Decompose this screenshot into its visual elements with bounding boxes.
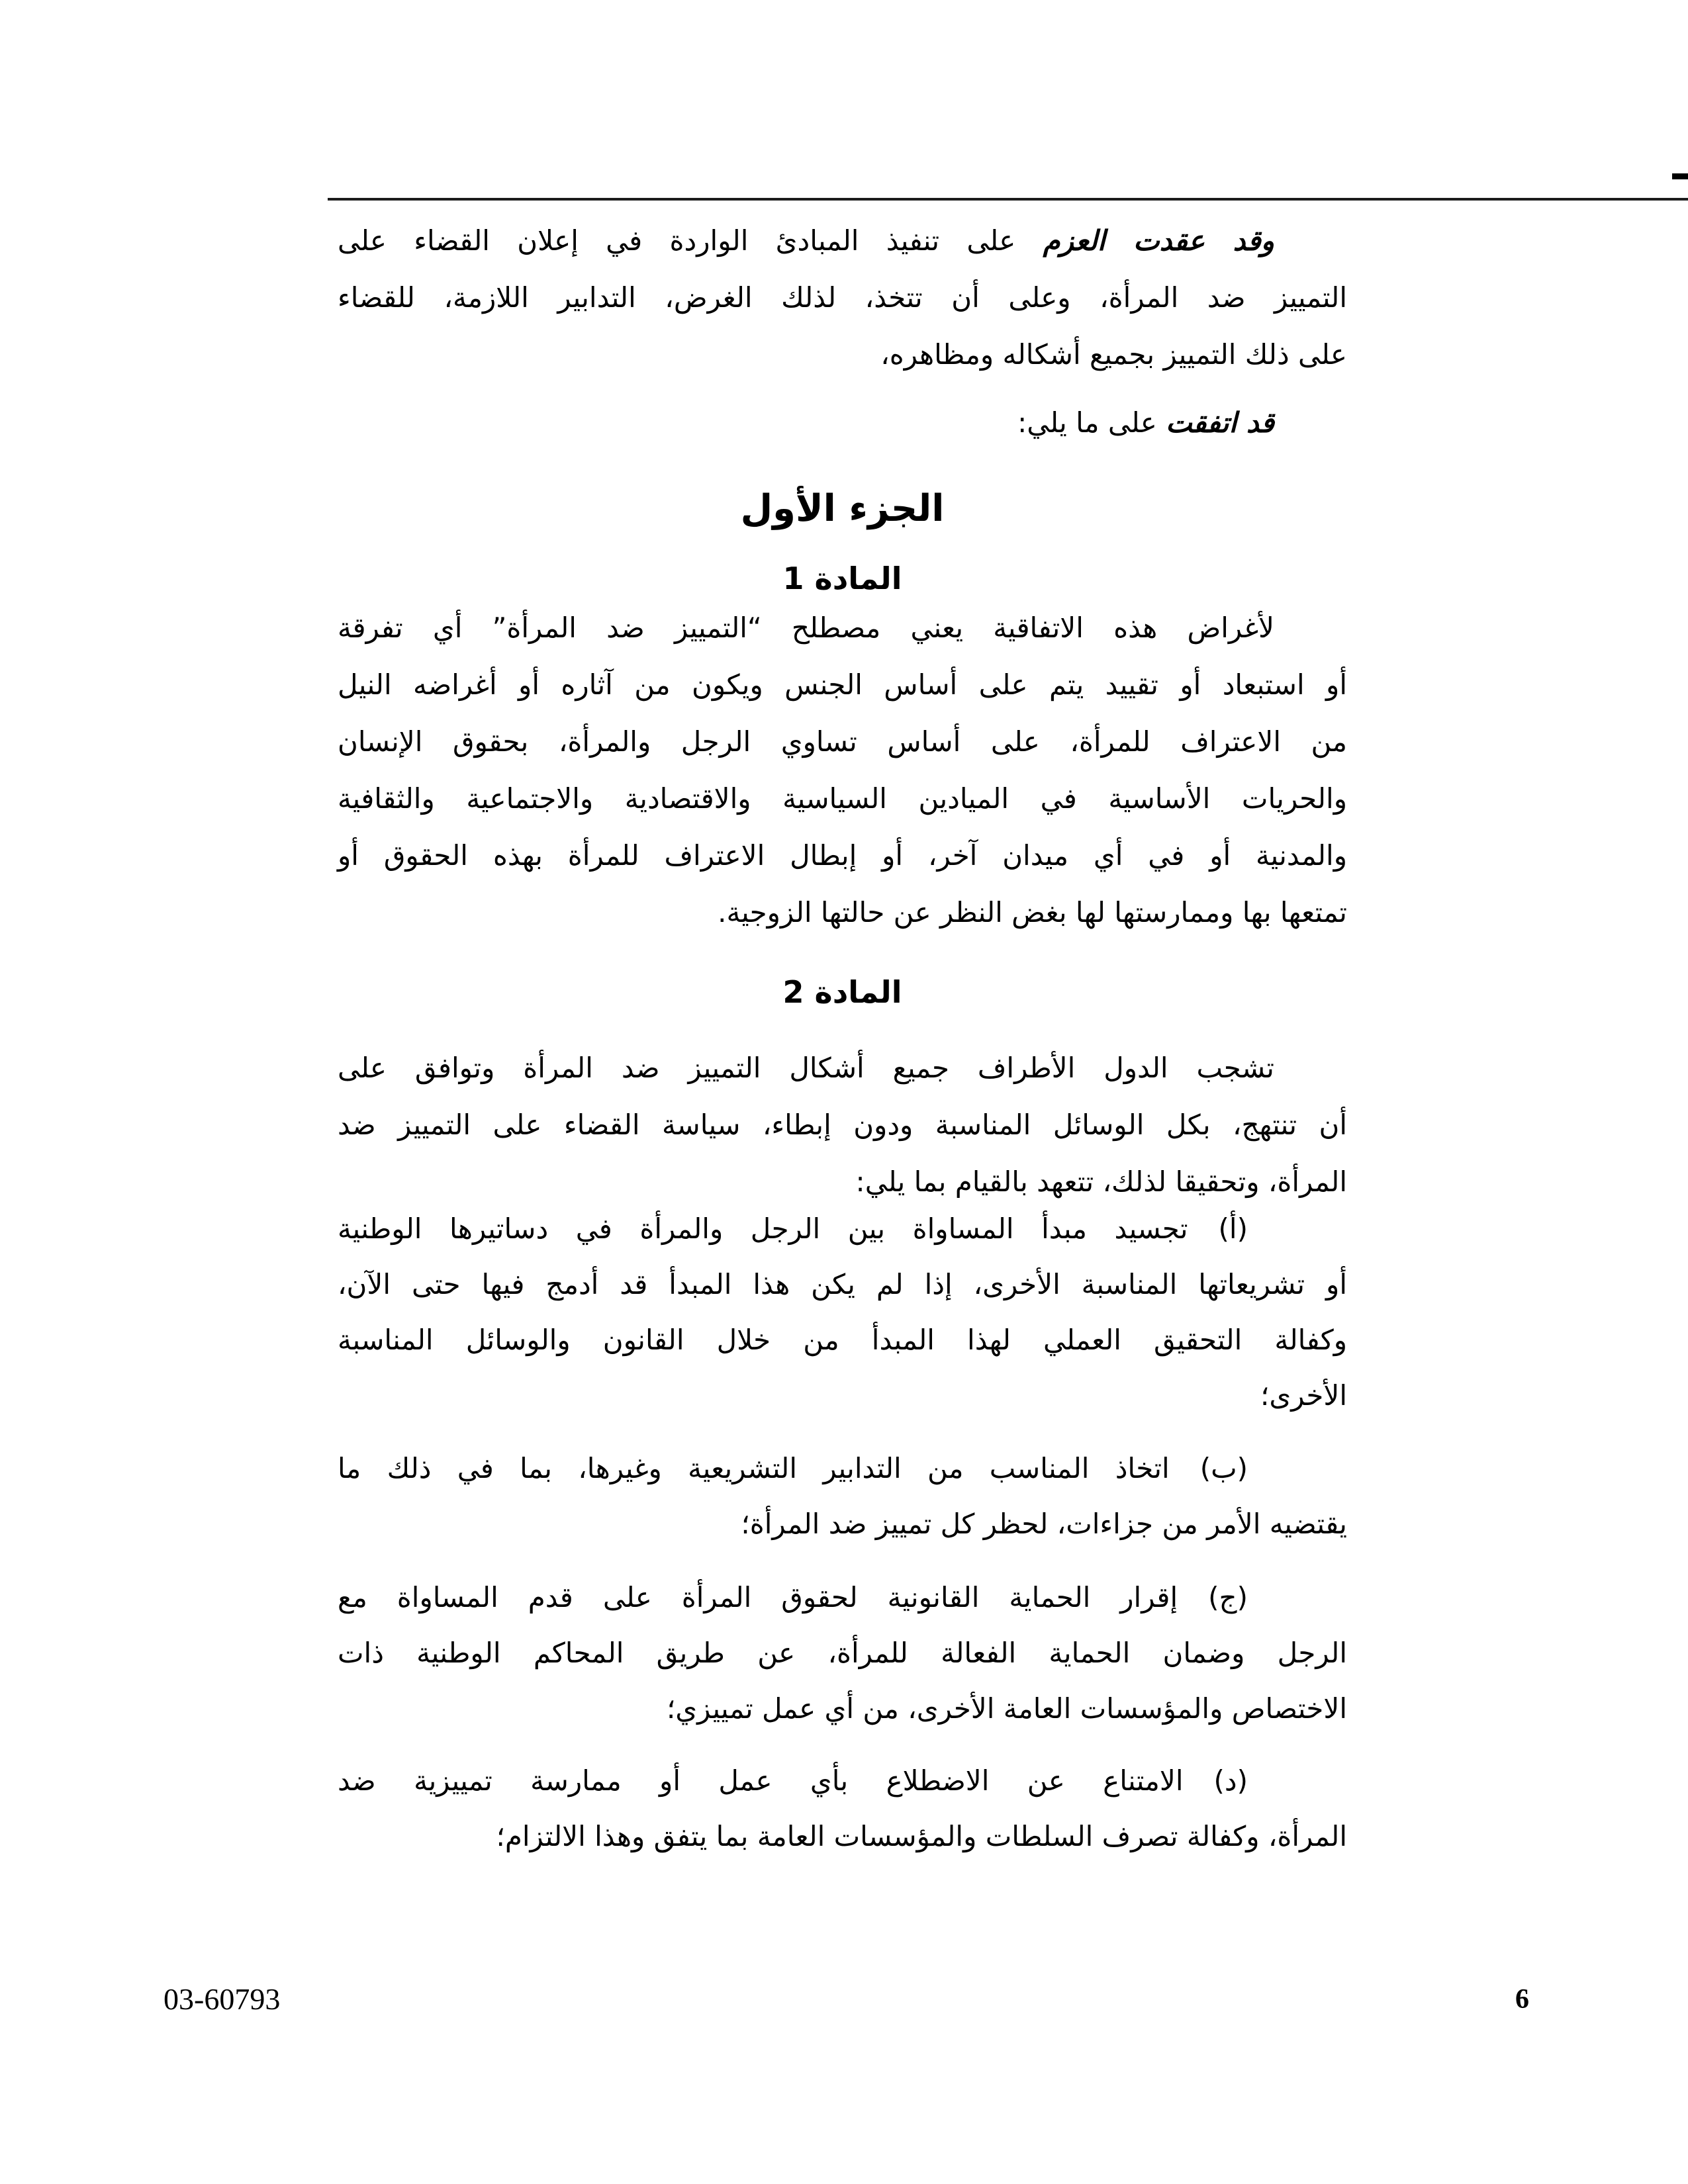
list-item-b [338,1441,1347,1552]
text-line [338,1040,1347,1097]
text-line: يقتضيه الأمر من جزاءات، لحظر كل تمييز ضد المرأة؛ [741,1508,1347,1540]
text-segment: الامتناع عن الاضطلاع بأي عمل أو ممارسة تمييزية ضد [338,1764,1184,1797]
item-marker: (ب) [1199,1452,1248,1484]
paragraph-preamble-resolve [338,212,1347,383]
text-line [338,600,1347,657]
part-one-heading: الجزء الأول [740,487,945,530]
text-line: الاختصاص والمؤسسات العامة الأخرى، من أي عمل تمييزي؛ [666,1692,1347,1725]
paragraph-article-2-intro [338,1040,1347,1210]
item-marker: (أ) [1218,1212,1248,1245]
text-line: تمتعها بها وممارستها لها بغض النظر عن حالتها الزوجية. [718,896,1347,929]
list-item-c [338,1570,1347,1737]
header-divider [328,198,1688,201]
document-number: 03-60793 [164,1982,281,2016]
text-line: التمييز ضد المرأة، وعلى أن تتخذ، لذلك الغرض، التدابير اللازمة، للقضاء [338,281,1347,314]
text-segment: لأغراض هذه الاتفاقية يعني مصطلح “التمييز ضد المرأة” أي تفرقة [338,612,1274,644]
paragraph-article-1 [338,600,1347,941]
text-line: من الاعتراف للمرأة، على أساس تساوي الرجل والمرأة، بحقوق الإنسان [338,725,1347,758]
text-line: والحريات الأساسية في الميادين السياسية والاقتصادية والاجتماعية والثقافية [338,782,1347,815]
list-item-d [338,1753,1347,1864]
text-line [338,1201,1347,1257]
lead-emphasis: وقد عقدت العزم [1043,224,1274,257]
text-segment: إقرار الحماية القانونية لحقوق المرأة على قدم المساواة مع [338,1581,1178,1614]
text-line [338,212,1347,269]
text-line: وكفالة التحقيق العملي لهذا المبدأ من خلال القانون والوسائل المناسبة [338,1324,1347,1356]
text-segment: على تنفيذ المبادئ الواردة في إعلان القضاء على [338,224,1016,257]
text-line: والمدنية أو في أي ميدان آخر، أو إبطال الاعتراف للمرأة بهذه الحقوق أو [338,839,1347,872]
text-line: أو تشريعاتها المناسبة الأخرى، إذا لم يكن هذا المبدأ قد أدمج فيها حتى الآن، [338,1268,1347,1300]
article-2-heading: المادة 2 [782,974,902,1010]
paragraph-agreed-clause [338,394,1347,451]
text-line: الرجل وضمان الحماية الفعالة للمرأة، عن طريق المحاكم الوطنية ذات [338,1637,1347,1669]
text-line: على ذلك التمييز بجميع أشكاله ومظاهره، [880,338,1347,371]
text-line [338,1441,1347,1496]
text-segment: تجسيد مبدأ المساواة بين الرجل والمرأة في دساتيرها الوطنية [338,1212,1188,1245]
text-line [338,1570,1347,1625]
text-line: المرأة، وكفالة تصرف السلطات والمؤسسات العامة بما يتفق وهذا الالتزام؛ [496,1820,1347,1852]
text-line [338,1753,1347,1809]
page-number: 6 [1515,1984,1529,2015]
text-line: الأخرى؛ [1260,1379,1347,1412]
item-marker: (ج) [1208,1581,1248,1614]
list-item-a [338,1201,1347,1424]
text-segment: اتخاذ المناسب من التدابير التشريعية وغيرها، بما في ذلك ما [338,1452,1170,1484]
item-marker: (د) [1213,1764,1248,1797]
text-line: المرأة، وتحقيقا لذلك، تتعهد بالقيام بما يلي: [855,1165,1347,1198]
article-1-heading: المادة 1 [782,561,902,596]
text-line: أن تنتهج، بكل الوسائل المناسبة ودون إبطاء، سياسة القضاء على التمييز ضد [338,1109,1347,1141]
text-line: أو استبعاد أو تقييد يتم على أساس الجنس ويكون من آثاره أو أغراضه النيل [338,668,1347,701]
text-line [338,394,1347,451]
lead-emphasis: قد اتفقت [1166,406,1274,439]
text-segment: تشجب الدول الأطراف جميع أشكال التمييز ضد المرأة وتوافق على [338,1052,1274,1084]
text-segment: على ما يلي: [1017,406,1157,439]
page-edge-mark [1672,173,1688,179]
